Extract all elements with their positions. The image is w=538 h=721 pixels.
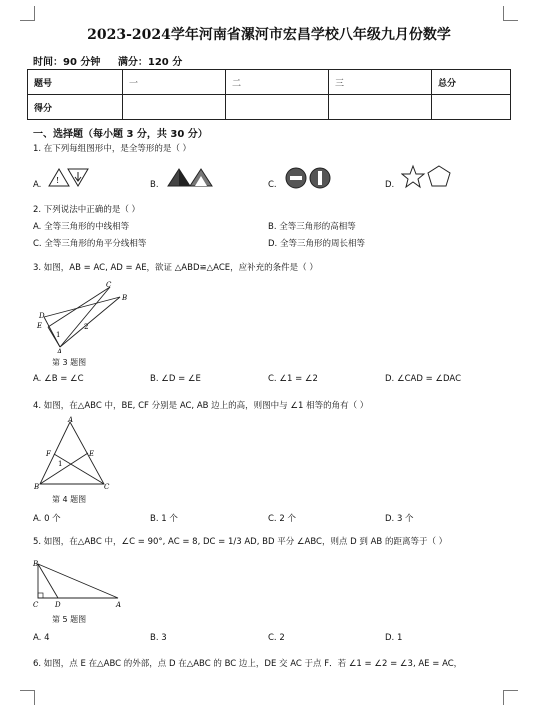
table-cell: 总分 <box>432 70 511 95</box>
point-label: D <box>39 312 45 320</box>
q2-option-a: A. 全等三角形的中线相等 <box>33 222 130 232</box>
q1-option-a: A. <box>33 180 42 190</box>
point-label: A <box>116 601 122 609</box>
q2-option-d: D. 全等三角形的周长相等 <box>268 239 365 249</box>
crop-mark-bottom-left <box>20 690 35 705</box>
table-cell: 二 <box>226 70 329 95</box>
q4-caption: 第 4 题图 <box>52 495 87 504</box>
q1-option-d-figure <box>401 164 453 190</box>
table-cell: 题号 <box>28 70 123 95</box>
q4-option-c: C. 2 个 <box>268 514 296 524</box>
q3-caption: 第 3 题图 <box>52 358 87 367</box>
q5-caption: 第 5 题图 <box>52 615 87 624</box>
point-label: B <box>33 560 39 568</box>
table-cell <box>329 95 432 120</box>
q2-option-c: C. 全等三角形的角平分线相等 <box>33 239 147 249</box>
crop-mark-top-right <box>503 6 518 21</box>
q4-option-b: B. 1 个 <box>150 514 178 524</box>
q1-option-a-figure <box>46 166 90 190</box>
crop-mark-top-left <box>20 6 35 21</box>
question-3-stem: 3. 如图，AB = AC, AD = AE，欲证 △ABD≌△ACE，应补充的条件是（ ） <box>33 263 318 273</box>
point-label: D <box>55 601 61 609</box>
point-label: E <box>89 450 95 458</box>
q2-option-b: B. 全等三角形的高相等 <box>268 222 356 232</box>
point-label: A <box>57 348 63 353</box>
page-title: 2023-2024学年河南省漯河市宏昌学校八年级九月份数学 <box>87 27 451 43</box>
section-heading: 一、选择题（每小题 3 分，共 30 分） <box>33 129 208 140</box>
q5-option-b: B. 3 <box>150 633 167 643</box>
angle-label: 1 <box>56 331 61 339</box>
point-label: C <box>33 601 39 609</box>
crop-mark-bottom-right <box>503 690 518 705</box>
point-label: B <box>34 483 40 490</box>
question-6-stem: 6. 如图，点 E 在△ABC 的外部，点 D 在△ABC 的 BC 边上，DE 交 AC 于点 F．若 ∠1 = ∠2 = ∠3, AE = AC， <box>33 659 463 669</box>
q5-option-c: C. 2 <box>268 633 285 643</box>
svg-text:!: ! <box>56 176 60 185</box>
table-cell: 三 <box>329 70 432 95</box>
table-row <box>28 70 511 95</box>
angle-label: 2 <box>84 323 89 331</box>
question-5-stem: 5. 如图，在△ABC 中，∠C = 90°, AC = 8, DC = 1/3 AD, BD 平分 ∠ABC，则点 D 到 AB 的距离等于（ ） <box>33 537 448 547</box>
table-row <box>28 95 511 120</box>
q5-option-a: A. 4 <box>33 633 50 643</box>
point-label: F <box>46 450 51 458</box>
q1-option-c: C. <box>268 180 277 190</box>
score-table <box>27 69 511 120</box>
q4-option-a: A. 0 个 <box>33 514 61 524</box>
table-cell <box>226 95 329 120</box>
exam-score: 满分：120 分 <box>117 57 183 68</box>
q1-option-c-figure <box>284 166 332 190</box>
question-1-stem: 1. 在下列每组图形中，是全等形的是（ ） <box>33 144 192 154</box>
table-cell: 得分 <box>28 95 123 120</box>
table-cell <box>123 95 226 120</box>
question-4-stem: 4. 如图，在△ABC 中，BE, CF 分别是 AC, AB 边上的高，则图中与 ∠1 相等的角有（ ） <box>33 401 369 411</box>
q3-option-a: A. ∠B = ∠C <box>33 374 84 384</box>
q3-option-b: B. ∠D = ∠E <box>150 374 201 384</box>
point-label: B <box>122 294 128 302</box>
angle-label: 1 <box>58 460 63 468</box>
point-label: E <box>37 322 43 330</box>
q1-option-b-figure <box>166 166 216 190</box>
point-label: A <box>68 416 74 424</box>
exam-meta <box>33 53 196 68</box>
q5-option-d: D. 1 <box>385 633 403 643</box>
q1-option-b: B. <box>150 180 159 190</box>
table-cell: 一 <box>123 70 226 95</box>
exam-time: 时间：90 分钟 <box>33 57 101 68</box>
point-label: C <box>106 281 112 289</box>
q1-option-d: D. <box>385 180 395 190</box>
q4-figure <box>34 416 110 490</box>
q3-option-c: C. ∠1 = ∠2 <box>268 374 318 384</box>
q5-figure <box>30 558 126 610</box>
q3-option-d: D. ∠CAD = ∠DAC <box>385 374 462 384</box>
question-2-stem: 2. 下列说法中正确的是（ ） <box>33 205 141 215</box>
point-label: C <box>104 483 110 490</box>
q3-figure <box>34 281 134 353</box>
table-cell <box>432 95 511 120</box>
q4-option-d: D. 3 个 <box>385 514 414 524</box>
